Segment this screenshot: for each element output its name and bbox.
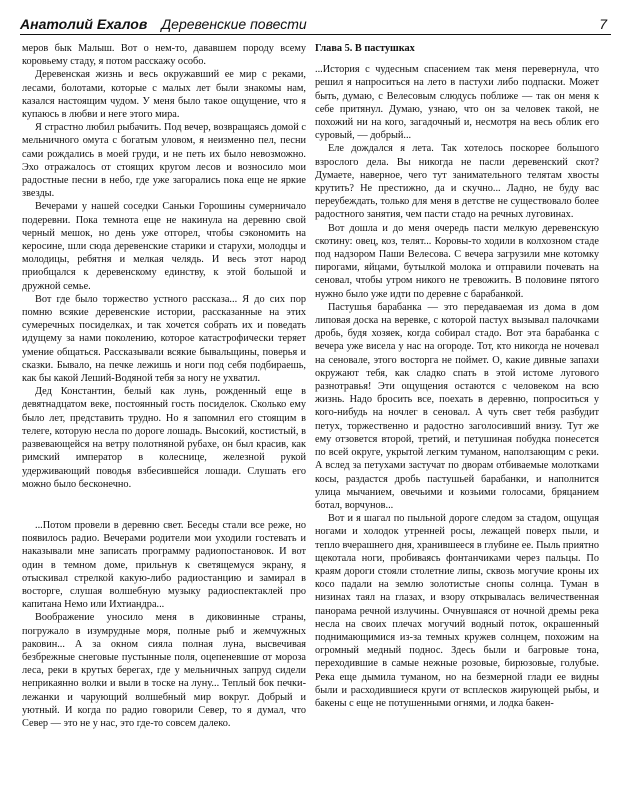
paragraph: Вот и я шагал по пыльной дороге следом за стадом, ощущая ногами и холодок утренней росы, лежащей поверх пыли, и тепло вчерашнего дня, хранившееся в глубине ее. Пыль приятно щекотала ноги, пробиваясь фонтанчиками через пальцы. По краям дороги стояли столетние липы, сквозь могучие кроны их косо падали на землю золотистые снопы солнца. Туман в низинах таял на глазах, и взору открывалась величественная панорама речной излучины. Очнувшаяся от ночной дремы река несла на своих плечах могучий водный поток, окрашенный поднимающимися из-за темных кружев солнцем, похожим на огромный медный поднос. Здесь были и багровые тона, переходившие в самые нежные розовые, бирюзовые, голубые. Река еще дымила туманом, но на безмерной глади ее видны были и расходившиеся круги от всплесков жирующей рыбы, и бакены с еще не потушенными огнями, и лодка бакен-: [315, 513, 599, 709]
section-gap: [22, 491, 306, 519]
chapter-title: Глава 5. В пастушках: [315, 43, 415, 54]
paragraph: Вот дошла и до меня очередь пасти мелкую деревенскую скотину: овец, коз, телят... Коровы-то ходили в колхозном стаде под надзором Паши Велесова. С вечера загрузили мне котомку пирогами, яйцами, бутылкой молока и отправили почевать на сеновал, чтобы утром никого не тревожить. В половине пятого нужно было уже идти по деревне с барабанкой.: [315, 222, 599, 300]
paragraph: Вечерами у нашей соседки Саньки Горошины сумерничало подеревни. Пока темнота еще не накинула на деревню свой черный мешок, но день уже отгорел, чтобы сэкономить на керосине, шли сюда деревенские старики и старухи, молодцы и молодицы, ребятня и мелкая челядь. И весь этот народ приобщался к деревенскому единству, к этой большой и дружной семье.: [22, 201, 306, 292]
paragraph: Деревенская жизнь и весь окружавший ее мир с реками, лесами, болотами, которые с малых лет были знакомы нам, казался настоящим чудом. У меня было такое ощущение, что я купаюсь в любви и неге этого мира.: [22, 69, 306, 121]
header-book-title: Деревенские повести: [161, 16, 307, 32]
paragraph: Вот где было торжество устного рассказа... Я до сих пор помню всякие деревенские истории, рассказанные на этих сумеречных посиделках, и так хочется собрать их и поведать идущему за нами поколению, которое катастрофически теряет умение общаться. Рассказывали всякие бывальщины, поверья и сказки. Бывало, на печке лежишь и ноги под себя подбираешь, как бы какой Леший-Водяной тебя за ногу не ухватил.: [22, 293, 306, 385]
paragraph: Воображение уносило меня в диковинные страны, погружало в изумрудные моря, полные рыб и жемчужных раковин... А за окном сияла полная луна, высвечивая безбрежные снеговые пустынные поля, оцепеневшие от мороза леса, реки в крутых берегах, где у мельничных запруд сидели неприкаянно волки и выли в тоске на луну... Теплый бок печки-лежанки и чарующий волшебный мир вокруг. Добрый и уютный. И когда по радио говорили Север, то я думал, что Север — это не у нас, это где-то совсем далеко.: [22, 612, 306, 729]
running-header: [20, 14, 611, 35]
page-number: 7: [599, 16, 607, 32]
paragraph: Дед Константин, белый как лунь, рожденный еще в девятнадцатом веке, постоянный гость посиделок. Сколько ему было лет, представить трудно. Но я запомнил его стоящим в телеге, которую несла по дороге лошадь. Высокий, костистый, в развевающейся на ветру полотняной рубахе, он был красив, как римский император в колеснице, железной рукой удерживающий поводья взбесившейся лошади. Слушать его можно было бесконечно.: [22, 386, 306, 490]
paragraph: Пастушья барабанка — это передаваемая из дома в дом липовая доска на веревке, с которой пастух вызывал палочками дробь, будя хозяек, когда собирал стадо. Вот эта барабанка с вечера уже висела у нас на огороде. Тот, кто никогда не ночевал на сеновале, этого восторга не поймет. О, какие дивные запахи окружают тебя, как сладко спать в этой истоме лугового разнотравья! Эти ощущения остаются с человеком на всю жизнь. Надо бросить все, поехать в деревню, попроситься у кого-нибудь на ночлег в сеновал. А чуть свет тебя разбудит петух, торжественно и радостно заголосивший внизу. Тут же ему отзовется второй, третий, и петушиная побудка понесется по всей округе, укрытой легким туманом, наползающим с реки. А вслед за петухами застучат по дворам отбиваемые молотками косы, раздастся дробь пастушьей барабанки, и наполнится улица мычанием, овечьими и козьими голосами, бряцанием ботал, ворчунов...: [315, 301, 599, 511]
header-author: Анатолий Ехалов: [20, 16, 148, 32]
right-column: [315, 42, 599, 710]
paragraph: ...Потом провели в деревню свет. Беседы стали все реже, но появилось радио. Вечерами родители мои уходили гостевать и наказывали мне записать программу радиопостановок. И вот один в темном доме, прильнув к светящемуся экрану, я отыскивал стрелкой какую-либо радиостанцию и замирал в восторге, слушая волшебную музыку радиоспектаклей про капитана Немо или Ихтиандра...: [22, 519, 306, 611]
paragraph: ...История с чудесным спасением так меня перевернула, что решил я напроситься на лето в пастухи либо подпаски. Может быть, думаю, с Велесовым слюдусь поближе — так он меня к себе притянул. Думаю, узнаю, что он за человек такой, не похожий ни на кого, загадочный и, несмотря на весь облик его суровый, — добрый...: [315, 64, 599, 142]
left-column: [22, 42, 306, 730]
paragraph: Я страстно любил рыбачить. Под вечер, возвращаясь домой с мельничного омута с богатым уловом, я неизменно пел, песни сами рождались в моей груди, и не петь их было невозможно. Эхо отражалось от стоящих кругом лесов и возносило мои радостные песни в небо, где уже загорались пока еще не яркие звезды.: [22, 122, 306, 200]
paragraph: меров бык Малыш. Вот о нем-то, дававшем породу всему коровьему стаду, я потом расскажу особо.: [22, 43, 306, 68]
paragraph: Еле дождался я лета. Так хотелось поскорее большого взрослого дела. Вы никогда не пасли деревенский скот? Думаете, наверное, чего тут занимательного телятам хвосты крутить? Не престижно, да и скучно... Ладно, не буду вас переубеждать, только для меня в детстве не существовало более радостного занятия, чем пасти стадо на речных луговинах.: [315, 143, 599, 221]
